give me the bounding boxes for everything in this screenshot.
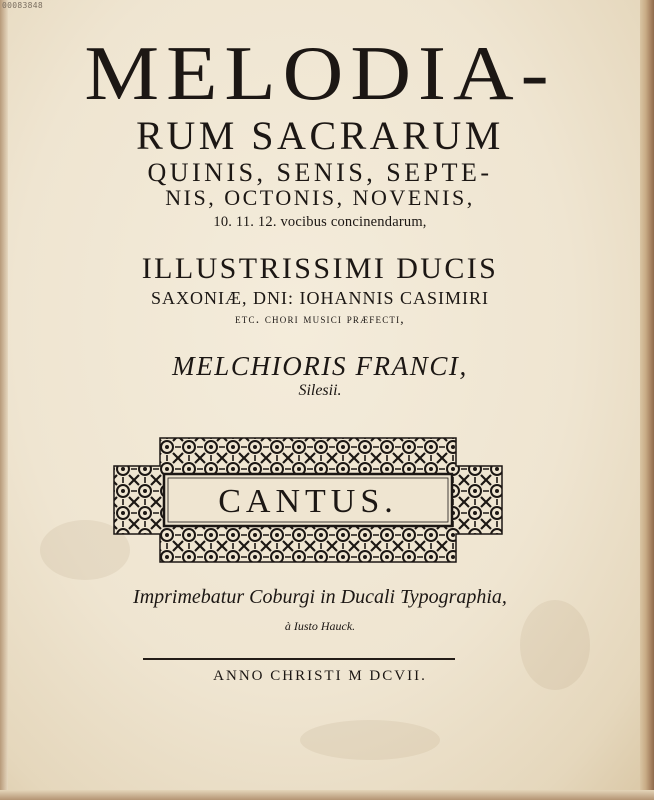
imprint-line-2: à Iusto Hauck. bbox=[284, 619, 356, 633]
title-line-1: MELODIA- bbox=[84, 30, 556, 117]
title-line-2: RUM SACRARUM bbox=[136, 113, 504, 158]
date-line: ANNO CHRISTI M DCVII. bbox=[213, 668, 427, 684]
shelfmark-label: 00083848 bbox=[2, 1, 43, 10]
author-name: MELCHIORIS FRANCI, bbox=[172, 351, 468, 381]
dedication-line-3: etc. chori musici præfecti, bbox=[235, 311, 405, 326]
imprint-line-1: Imprimebatur Coburgi in Ducali Typographia, bbox=[133, 586, 507, 608]
dedication-line-1: ILLUSTRISSIMI DUCIS bbox=[141, 252, 499, 285]
dedication-line-2: SAXONIÆ, DNI: IOHANNIS CASIMIRI bbox=[150, 288, 489, 308]
page-right-edge bbox=[640, 0, 654, 800]
title-line-4: NIS, OCTONIS, NOVENIS, bbox=[165, 185, 475, 210]
horizontal-rule bbox=[143, 658, 455, 660]
paper-stain bbox=[300, 720, 440, 760]
title-line-3: QUINIS, SENIS, SEPTE- bbox=[147, 158, 493, 187]
page-bottom-edge bbox=[0, 790, 654, 800]
title-line-5: 10. 11. 12. vocibus concinendarum, bbox=[213, 214, 427, 230]
part-label: CANTUS. bbox=[218, 483, 398, 520]
author-origin: Silesii. bbox=[298, 382, 342, 399]
